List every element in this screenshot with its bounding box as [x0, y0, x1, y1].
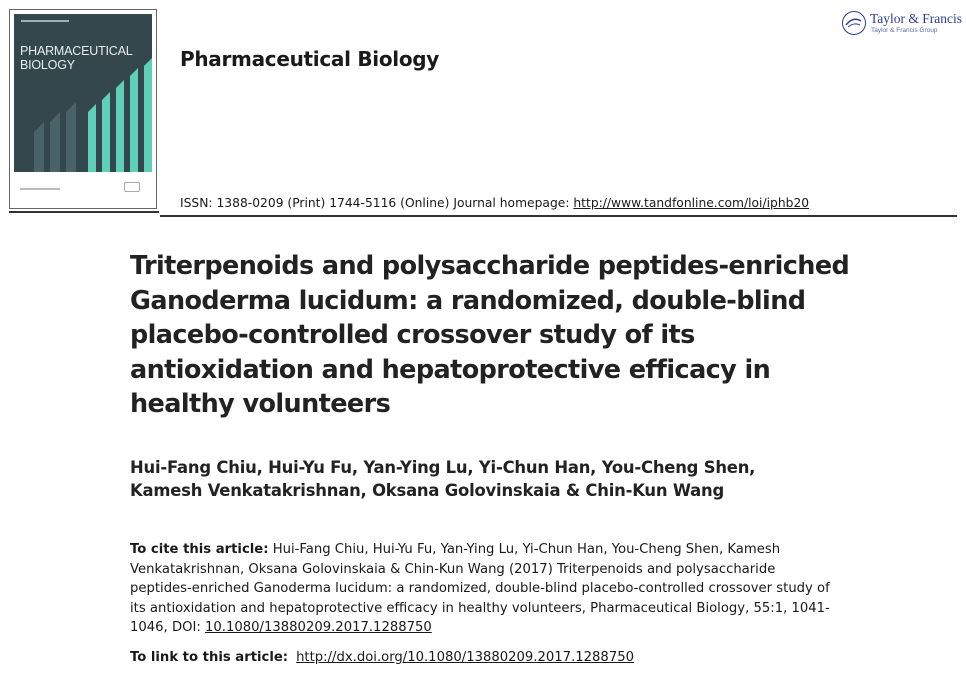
- cover-footer: [14, 174, 152, 204]
- publisher-logo[interactable]: [842, 10, 962, 40]
- article-link-line: [130, 650, 634, 665]
- publisher-subtitle: Taylor & Francis Group: [871, 27, 938, 34]
- citation-doi-link[interactable]: 10.1080/13880209.2017.1288750: [205, 620, 432, 636]
- publisher-logo-icon: [842, 11, 866, 35]
- authors-line2: Kamesh Venkatakrishnan, Oksana Golovinskaia & Chin-Kun Wang: [130, 481, 725, 500]
- journal-homepage-link[interactable]: http://www.tandfonline.com/loi/iphb20: [573, 196, 810, 210]
- cover-title-line1: PHARMACEUTICAL: [20, 44, 133, 58]
- citation-text: Hui-Fang Chiu, Hui-Yu Fu, Yan-Ying Lu, Yi-Chun Han, You-Cheng Shen, Kamesh Venkatakrishnan, Oksana Golovinskaia & Chin-Kun Wang (2017) Triterpenoids and polysaccharide peptides-enriched Ganoderma lucidum: a randomized, double-blind placebo-controlled crossover study of its antioxidation and hepatoprotective efficacy in healthy volunteers, Pharmaceutical Biology, 55:1, 1041-1046, DOI:: [130, 542, 830, 636]
- article-authors: [130, 456, 850, 502]
- link-label: To link to this article:: [130, 650, 289, 665]
- article-title: Triterpenoids and polysaccharide peptides-enriched Ganoderma lucidum: a randomized, double-blind placebo-controlled crossover study of its antioxidation and hepatoprotective efficacy in healthy volunteers: [130, 251, 850, 419]
- cover-artwork: [14, 14, 152, 172]
- publisher-name: Taylor & Francis: [870, 11, 963, 26]
- cover-stripes-graphic: [14, 14, 152, 172]
- citation-block: [130, 540, 830, 638]
- header-divider: [160, 215, 957, 217]
- cover-publisher-badge: [124, 182, 140, 192]
- cover-footer-line: [20, 188, 60, 190]
- cover-underline: [9, 211, 159, 213]
- journal-name: Pharmaceutical Biology: [180, 47, 440, 71]
- issn-line: [180, 196, 809, 210]
- journal-cover: [9, 9, 157, 209]
- citation-label: To cite this article:: [130, 542, 269, 557]
- cover-title-line2: BIOLOGY: [20, 58, 75, 72]
- issn-text: ISSN: 1388-0209 (Print) 1744-5116 (Online) Journal homepage:: [180, 196, 574, 210]
- article-link[interactable]: http://dx.doi.org/10.1080/13880209.2017.1288750: [296, 650, 634, 665]
- authors-line1: Hui-Fang Chiu, Hui-Yu Fu, Yan-Ying Lu, Yi-Chun Han, You-Cheng Shen,: [130, 458, 756, 477]
